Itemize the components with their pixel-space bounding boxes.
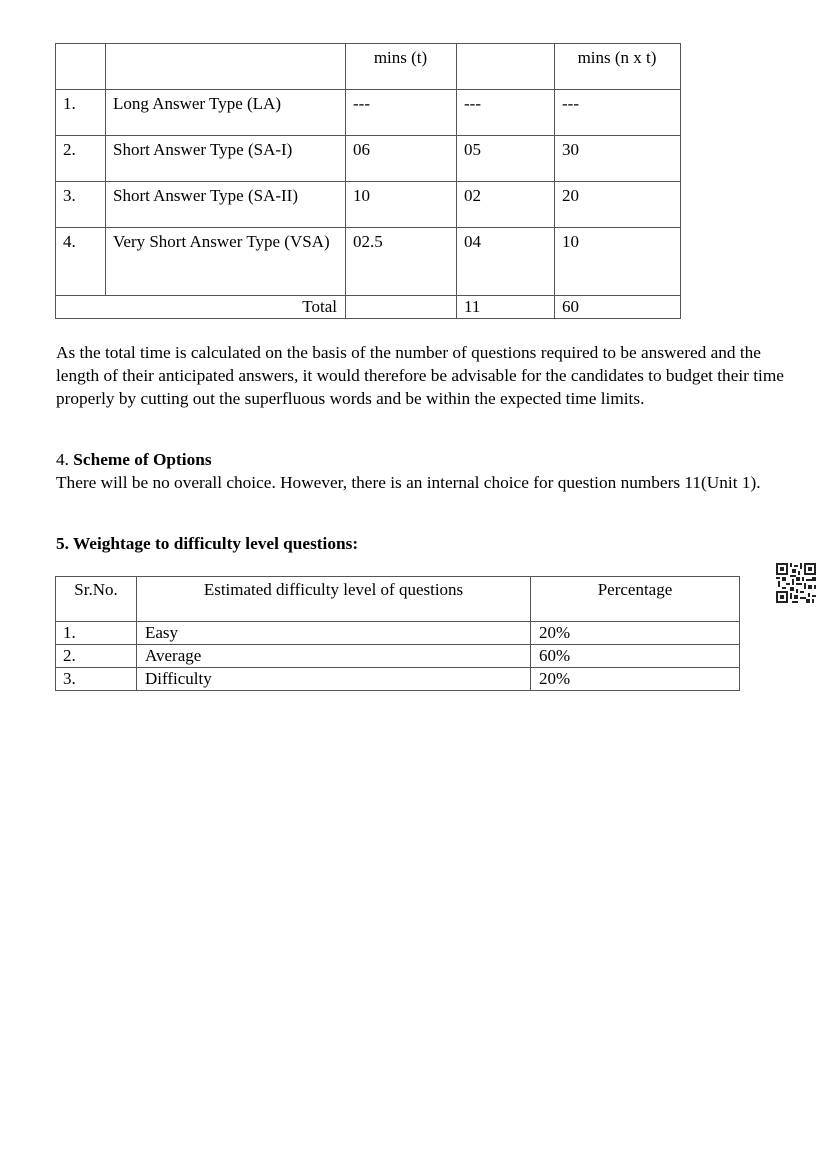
table-header-row bbox=[56, 577, 740, 622]
header-cell bbox=[106, 44, 346, 90]
row-level: Easy bbox=[137, 622, 531, 645]
total-n: 11 bbox=[457, 296, 555, 319]
row-n: 02 bbox=[457, 182, 555, 228]
row-pct: 20% bbox=[531, 622, 740, 645]
row-sn: 3. bbox=[56, 668, 137, 691]
total-nt: 60 bbox=[555, 296, 681, 319]
row-pct: 60% bbox=[531, 645, 740, 668]
row-sn: 2. bbox=[56, 645, 137, 668]
row-nt: 20 bbox=[555, 182, 681, 228]
qr-code-icon bbox=[776, 563, 816, 603]
header-cell bbox=[56, 44, 106, 90]
row-t: 02.5 bbox=[346, 228, 457, 296]
header-srno: Sr.No. bbox=[56, 577, 137, 622]
row-nt: 10 bbox=[555, 228, 681, 296]
table-row bbox=[56, 90, 681, 136]
header-cell bbox=[457, 44, 555, 90]
total-row bbox=[56, 296, 681, 319]
row-n: 05 bbox=[457, 136, 555, 182]
section-title: Scheme of Options bbox=[73, 450, 212, 469]
header-level: Estimated difficulty level of questions bbox=[137, 577, 531, 622]
time-budget-paragraph: As the total time is calculated on the basis of the number of questions required to be answered and the length of their anticipated answers, it would therefore be advisable for the candidates to budget their time properly by cutting out the superfluous words and be within the expected time limits. bbox=[56, 343, 784, 408]
row-nt: 30 bbox=[555, 136, 681, 182]
row-t: 10 bbox=[346, 182, 457, 228]
row-type: Very Short Answer Type (VSA) bbox=[106, 228, 346, 296]
total-label: Total bbox=[56, 296, 346, 319]
row-type: Short Answer Type (SA-I) bbox=[106, 136, 346, 182]
row-pct: 20% bbox=[531, 668, 740, 691]
header-percentage: Percentage bbox=[531, 577, 740, 622]
row-t: --- bbox=[346, 90, 457, 136]
row-nt: --- bbox=[555, 90, 681, 136]
row-n: 04 bbox=[457, 228, 555, 296]
difficulty-level-table bbox=[55, 576, 740, 691]
section-number: 4. bbox=[56, 450, 69, 469]
table-row bbox=[56, 645, 740, 668]
row-sn: 4. bbox=[56, 228, 106, 296]
row-level: Difficulty bbox=[137, 668, 531, 691]
scheme-of-options-section bbox=[56, 448, 796, 494]
table-row bbox=[56, 622, 740, 645]
header-cell-mins-t: mins (t) bbox=[346, 44, 457, 90]
section-text: There will be no overall choice. However, there is an internal choice for question numbers 11(Unit 1). bbox=[56, 473, 761, 492]
table-row bbox=[56, 228, 681, 296]
row-sn: 1. bbox=[56, 90, 106, 136]
row-type: Long Answer Type (LA) bbox=[106, 90, 346, 136]
row-sn: 1. bbox=[56, 622, 137, 645]
table-row bbox=[56, 136, 681, 182]
row-type: Short Answer Type (SA-II) bbox=[106, 182, 346, 228]
row-sn: 3. bbox=[56, 182, 106, 228]
time-allocation-table bbox=[55, 43, 681, 319]
total-t bbox=[346, 296, 457, 319]
row-level: Average bbox=[137, 645, 531, 668]
row-t: 06 bbox=[346, 136, 457, 182]
table-row bbox=[56, 668, 740, 691]
row-sn: 2. bbox=[56, 136, 106, 182]
table-header-row bbox=[56, 44, 681, 90]
row-n: --- bbox=[457, 90, 555, 136]
table-row bbox=[56, 182, 681, 228]
weightage-heading: 5. Weightage to difficulty level questions: bbox=[56, 534, 359, 553]
header-cell-mins-nxt: mins (n x t) bbox=[555, 44, 681, 90]
